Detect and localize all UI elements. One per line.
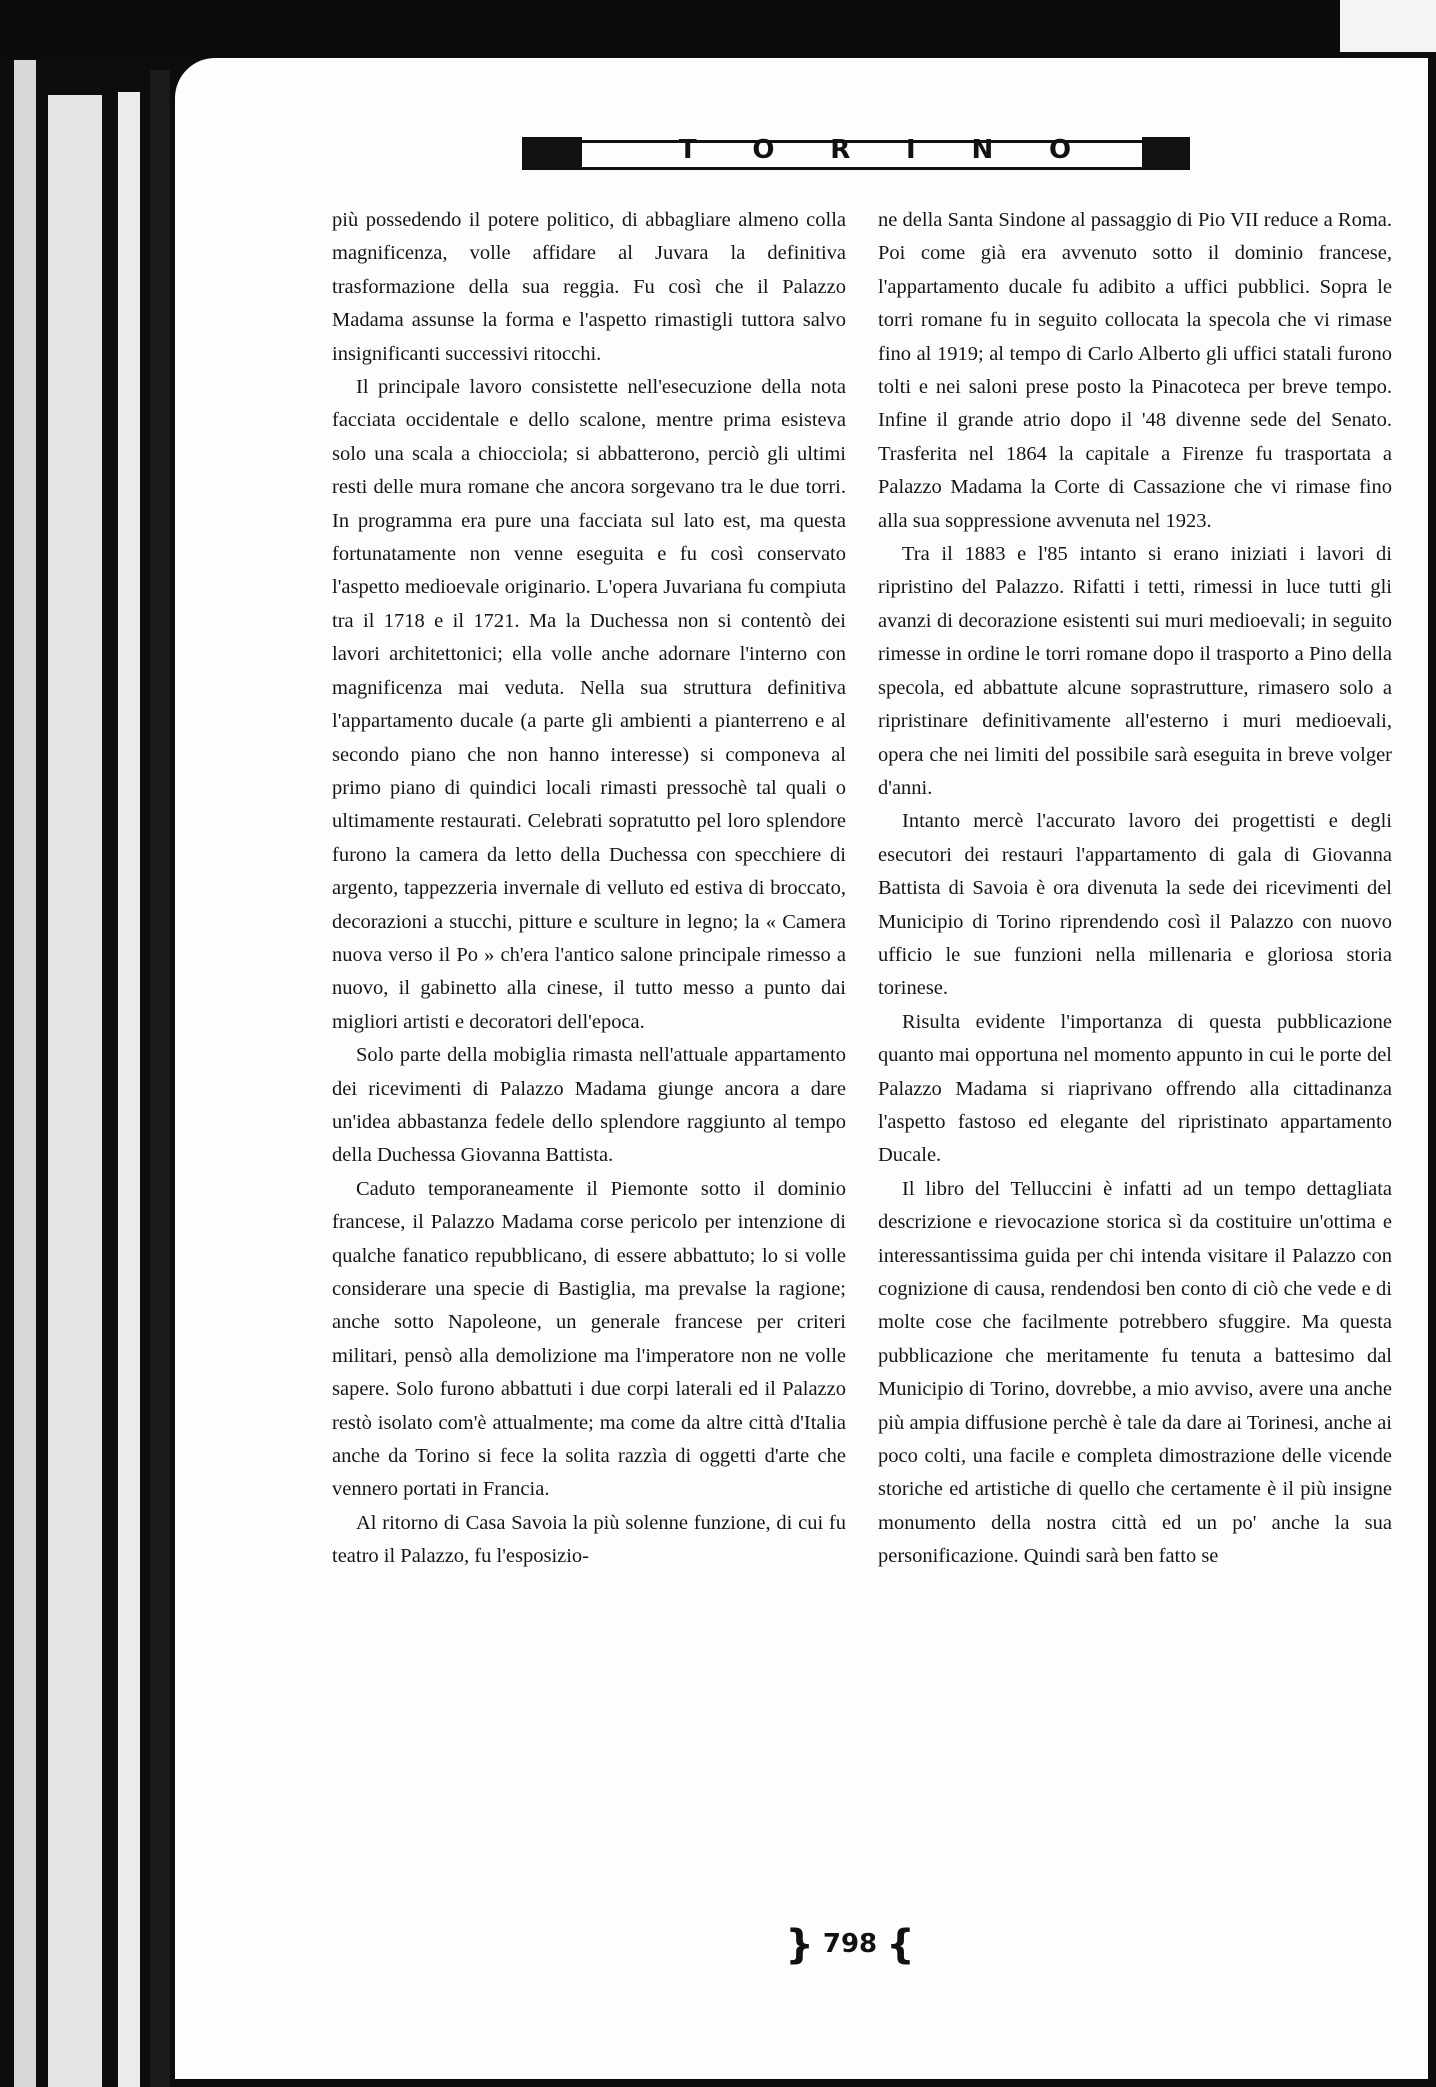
- paragraph: Intanto mercè l'accurato lavoro dei progettisti e degli esecutori dei restauri l'appartamento di gala di Giovanna Battista di Savoia è ora divenuta la sede dei ricevimenti del Municipio di Torino riprendendo così il Palazzo con nuovo ufficio le sue funzioni nella millenaria e gloriosa storia torinese.: [878, 810, 1392, 1000]
- paragraph: più possedendo il potere politico, di abbagliare almeno colla magnificenza, volle affidare al Juvara la definitiva trasformazione della sua reggia. Fu così che il Palazzo Madama assunse la forma e l'aspetto rimastigli tuttora salvo insignificanti successivi ritocchi.: [332, 209, 846, 365]
- right-column: [878, 204, 1392, 1574]
- scan-corner: [1340, 0, 1436, 52]
- paragraph: Caduto temporaneamente il Piemonte sotto il dominio francese, il Palazzo Madama corse pericolo per intenzione di qualche fanatico repubblicano, di essere abbattuto; lo si volle considerare una specie di Bastiglia, ma prevalse la ragione; anche sotto Napoleone, un generale francese per criteri militari, pensò alla demolizione ma l'imperatore non ne volle sapere. Solo furono abbattuti i due corpi laterali ed il Palazzo restò isolato com'è attualmente; ma come da altre città d'Italia anche da Torino si fece la solita razzìa di oggetti d'arte che vennero portati in Francia.: [332, 1177, 846, 1501]
- page-edge: [14, 60, 36, 2087]
- page-number: [780, 1922, 920, 1968]
- folio-ornament-right: {: [886, 1922, 915, 1968]
- paragraph: Risulta evidente l'importanza di questa pubblicazione quanto mai opportuna nel momento appunto in cui le porte del Palazzo Madama si riaprivano offrendo alla cittadinanza l'aspetto fastoso ed elegante del ripristinato appartamento Ducale.: [878, 1010, 1392, 1167]
- left-column: [332, 204, 846, 1574]
- paragraph: Il libro del Telluccini è infatti ad un tempo dettagliata descrizione e rievocazione storica sì da costituire un'ottima e interessantissima guida per chi intenda visitare il Palazzo con cognizione di causa, rendendosi ben conto di ciò che vede e di molte cose che facilmente potrebbero sfuggire. Ma questa pubblicazione che meritamente fu tenuta a battesimo dal Municipio di Torino, dovrebbe, a mio avviso, avere una anche più ampia diffusione perchè è tale da dare ai Torinesi, anche ai poco colti, una facile e completa dimostrazione delle vicende storiche ed artistiche di quello che certamente è il più insigne monumento della nostra città ed un po' anche la sua personificazione. Quindi sarà ben fatto se: [878, 1177, 1392, 1568]
- header-title: [522, 135, 1190, 165]
- header-letter: N: [971, 135, 996, 165]
- header-letter: R: [830, 135, 853, 165]
- header-letter: I: [906, 135, 918, 165]
- scan-top-border: [0, 0, 1340, 58]
- page-edge: [118, 92, 140, 2087]
- header-letter: O: [752, 135, 777, 165]
- folio-ornament-left: }: [785, 1922, 814, 1968]
- page-edge: [150, 70, 170, 2087]
- page-number-value: 798: [822, 1929, 878, 1959]
- page-edge: [48, 95, 102, 2087]
- paragraph: Tra il 1883 e l'85 intanto si erano iniziati i lavori di ripristino del Palazzo. Rifatti i tetti, rimessi in luce tutti gli avanzi di decorazione esistenti sui muri medioevali; in seguito rimesse in ordine le torri romane dopo il trasporto a Pino della specola, ed abbattute alcune soprastrutture, rimasero solo a ripristinare definitivamente all'esterno i muri medioevali, opera che nei limiti del possibile sarà eseguita in breve volger d'anni.: [878, 543, 1392, 799]
- paragraph: Solo parte della mobiglia rimasta nell'attuale appartamento dei ricevimenti di Palazzo Madama giunge ancora a dare un'idea abbastanza fedele dello splendore raggiunto al tempo della Duchessa Giovanna Battista.: [332, 1044, 846, 1167]
- stacked-page-edges: [0, 0, 190, 2087]
- paragraph: ne della Santa Sindone al passaggio di Pio VII reduce a Roma. Poi come già era avvenuto sotto il dominio francese, l'appartamento ducale fu adibito a uffici pubblici. Sopra le torri romane fu in seguito collocata la specola che vi rimase fino al 1919; al tempo di Carlo Alberto gli uffici statali furono tolti e nei saloni prese posto la Pinacoteca per breve tempo. Infine il grande atrio dopo il '48 divenne sede del Senato. Trasferita nel 1864 la capitale a Firenze fu trasportata a Palazzo Madama la Corte di Cassazione che vi rimase fino alla sua soppressione avvenuta nel 1923.: [878, 209, 1392, 532]
- header-letter: O: [1048, 135, 1074, 165]
- running-header: [522, 135, 1190, 170]
- header-letter: T: [678, 135, 699, 165]
- paragraph: Il principale lavoro consistette nell'esecuzione della nota facciata occidentale e dello scalone, mentre prima esisteva solo una scala a chiocciola; si abbatterono, perciò gli ultimi resti delle mura romane che ancora sorgevano tra le due torri. In programma era pure una facciata sul lato est, ma questa fortunatamente non venne eseguita e fu così conservato l'aspetto medioevale originario. L'opera Juvariana fu compiuta tra il 1718 e il 1721. Ma la Duchessa non si contentò dei lavori architettonici; ella volle anche adornare l'interno con magnificenza mai veduta. Nella sua struttura definitiva l'appartamento ducale (a parte gli ambienti a pianterreno e al secondo piano che non hanno interesse) si componeva al primo piano di quindici locali rimasti pressochè tal quali o ultimamente restaurati. Celebrati sopratutto pel loro splendore furono la camera da letto della Duchessa con specchiere di argento, tappezzeria invernale di velluto ed estiva di broccato, decorazioni a stucchi, pitture e sculture in legno; la « Camera nuova verso il Po » ch'era l'antico salone principale rimesso a nuovo, il gabinetto alla cinese, il tutto messo a punto dai migliori artisti e decoratori dell'epoca.: [332, 376, 846, 1033]
- paragraph: Al ritorno di Casa Savoia la più solenne funzione, di cui fu teatro il Palazzo, fu l'esposizio-: [332, 1511, 846, 1568]
